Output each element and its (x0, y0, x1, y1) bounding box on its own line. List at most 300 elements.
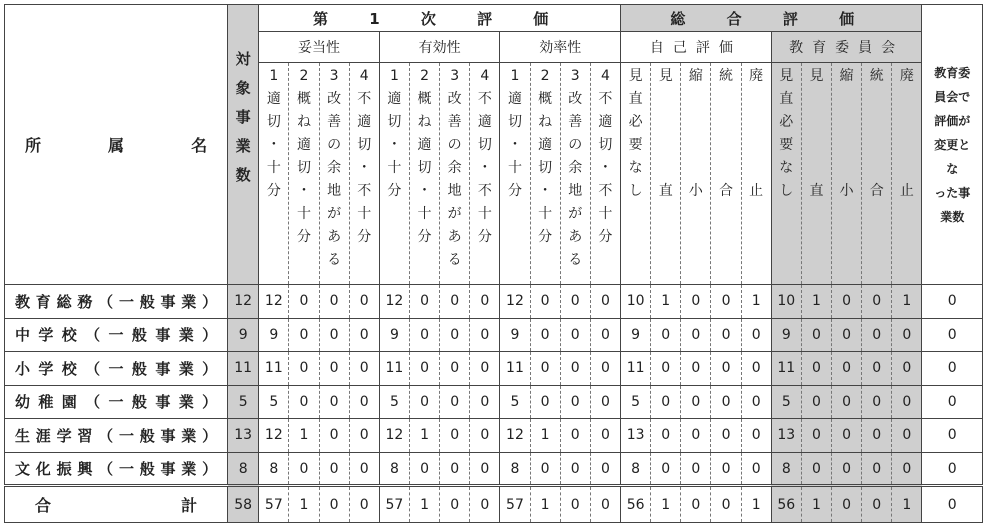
data-cell: 0 (651, 385, 681, 419)
label-char: 合 (719, 183, 734, 199)
rating-col-4 (590, 63, 620, 285)
group-header-0: 妥当性 (259, 32, 380, 63)
label-char: 不 (477, 91, 492, 107)
label-char (681, 134, 710, 157)
label-char: な (779, 160, 794, 176)
label-char: 見 (628, 68, 643, 84)
label-char (892, 134, 921, 157)
label-char: 適 (598, 114, 613, 130)
data-cell: 0 (409, 318, 439, 352)
data-cell: 0 (560, 419, 590, 453)
label-char: 余 (447, 160, 462, 176)
data-cell: 0 (681, 385, 711, 419)
data-cell: 8 (621, 452, 651, 486)
label-char: が (447, 206, 462, 222)
label-char: し (628, 183, 643, 199)
data-cell: 0 (862, 452, 892, 486)
label-char (802, 111, 831, 134)
label-char: 分 (477, 229, 492, 245)
data-cell: 0 (470, 419, 500, 453)
data-cell: 0 (319, 452, 349, 486)
label-char: 4 (480, 68, 490, 84)
data-cell: 12 (379, 419, 409, 453)
label-char: 分 (387, 183, 402, 199)
evaluation-table (4, 4, 983, 523)
label-char: 見 (658, 68, 673, 84)
group-header-2: 効率性 (500, 32, 621, 63)
table-row (5, 419, 983, 453)
data-cell: 0 (440, 385, 470, 419)
data-cell: 12 (500, 285, 530, 319)
data-cell: 0 (590, 419, 620, 453)
label-char: 切 (538, 160, 553, 176)
label-char: 十 (598, 206, 613, 222)
label-char: ね (417, 114, 432, 130)
data-cell: 0 (530, 385, 560, 419)
label-char: 適 (266, 91, 281, 107)
data-cell: 0 (409, 285, 439, 319)
data-cell: 0 (892, 452, 922, 486)
label-char: 1 (269, 68, 279, 84)
data-cell: 0 (349, 285, 379, 319)
data-cell: 0 (741, 385, 771, 419)
label-char: 合 (869, 183, 884, 199)
label-char: 余 (327, 160, 342, 176)
label-char: 小 (688, 183, 703, 199)
label-char: 3 (570, 68, 580, 84)
label-char: 分 (598, 229, 613, 245)
label-char: 切 (387, 114, 402, 130)
count-label-char: 業 (235, 137, 251, 155)
data-cell: 0 (681, 486, 711, 523)
data-cell: 0 (862, 486, 892, 523)
label-char: あ (327, 229, 342, 245)
rating-col-3 (560, 63, 590, 285)
data-cell: 0 (681, 419, 711, 453)
data-cell: 0 (832, 419, 862, 453)
label-char: 分 (296, 229, 311, 245)
label-char: 廃 (749, 68, 764, 84)
label-char (802, 88, 831, 111)
data-cell: 0 (409, 452, 439, 486)
data-cell: 11 (771, 352, 801, 386)
data-cell: 12 (259, 285, 289, 319)
label-char: 概 (296, 91, 311, 107)
label-char: 2 (540, 68, 550, 84)
data-cell: 0 (590, 452, 620, 486)
data-cell: 0 (711, 352, 741, 386)
table-row (5, 352, 983, 386)
data-cell: 0 (801, 318, 831, 352)
data-cell: 0 (319, 285, 349, 319)
label-char (832, 111, 861, 134)
data-cell: 0 (440, 318, 470, 352)
label-char (892, 88, 921, 111)
label-char: 十 (266, 160, 281, 176)
data-cell: 0 (651, 452, 681, 486)
board-decision-col-4 (862, 63, 892, 285)
label-char: 概 (417, 91, 432, 107)
total-row (5, 486, 983, 523)
data-cell: 0 (892, 419, 922, 453)
self-decision-col-1 (621, 63, 651, 285)
data-cell: 1 (892, 486, 922, 523)
data-cell: 0 (892, 385, 922, 419)
label-char: 地 (327, 183, 342, 199)
data-cell: 0 (349, 419, 379, 453)
label-char: 直 (779, 91, 794, 107)
data-cell: 0 (681, 452, 711, 486)
data-cell: 12 (379, 285, 409, 319)
data-cell: 0 (862, 419, 892, 453)
row-count: 13 (228, 419, 259, 453)
label-char (681, 111, 710, 134)
data-cell: 0 (711, 452, 741, 486)
label-char (832, 134, 861, 157)
label-char: の (447, 137, 462, 153)
data-cell: 0 (470, 285, 500, 319)
data-cell: 5 (621, 385, 651, 419)
label-char: 不 (598, 183, 613, 199)
data-cell: 9 (621, 318, 651, 352)
board-decision-col-1 (771, 63, 801, 285)
data-cell: 0 (832, 352, 862, 386)
row-count: 8 (228, 452, 259, 486)
row-name: 生涯学習（一般事業） (5, 419, 228, 453)
data-cell: 0 (470, 385, 500, 419)
data-cell: 0 (862, 318, 892, 352)
label-char: 十 (417, 206, 432, 222)
data-cell: 0 (892, 352, 922, 386)
label-char: が (327, 206, 342, 222)
label-char: 分 (417, 229, 432, 245)
data-cell: 11 (379, 352, 409, 386)
label-char: 止 (899, 183, 914, 199)
changed-count: 0 (922, 352, 983, 386)
label-char: 概 (538, 91, 553, 107)
data-cell: 0 (711, 385, 741, 419)
data-cell: 0 (470, 318, 500, 352)
label-char (862, 111, 891, 134)
label-char: あ (568, 229, 583, 245)
data-cell: 0 (862, 285, 892, 319)
data-cell: 56 (621, 486, 651, 523)
label-char: 廃 (899, 68, 914, 84)
label-char: あ (447, 229, 462, 245)
rating-col-1 (259, 63, 289, 285)
data-cell: 10 (771, 285, 801, 319)
label-char (742, 157, 771, 180)
data-cell: 0 (832, 385, 862, 419)
label-char: 4 (600, 68, 610, 84)
label-char: 必 (779, 114, 794, 130)
rating-col-4 (470, 63, 500, 285)
data-cell: 0 (440, 486, 470, 523)
data-cell: 0 (862, 385, 892, 419)
data-cell: 0 (470, 452, 500, 486)
label-char: 要 (628, 137, 643, 153)
target-count-label (228, 5, 258, 190)
label-char: 4 (359, 68, 369, 84)
data-cell: 1 (741, 285, 771, 319)
data-cell: 9 (379, 318, 409, 352)
label-char: 適 (357, 114, 372, 130)
label-char (892, 157, 921, 180)
label-char: 切 (266, 114, 281, 130)
label-char: ・ (417, 183, 432, 199)
rating-col-3 (440, 63, 470, 285)
row-count: 12 (228, 285, 259, 319)
data-cell: 0 (862, 352, 892, 386)
header-affiliation: 所 属 名 (5, 5, 228, 285)
label-char: る (568, 252, 583, 268)
data-cell: 1 (289, 486, 319, 523)
row-count: 9 (228, 318, 259, 352)
row-count: 11 (228, 352, 259, 386)
label-char (892, 111, 921, 134)
label-char (832, 157, 861, 180)
count-label-char: 数 (235, 166, 251, 184)
label-char: が (568, 206, 583, 222)
label-char: な (628, 160, 643, 176)
data-cell: 1 (409, 486, 439, 523)
label-char: 切 (598, 137, 613, 153)
label-char (802, 134, 831, 157)
data-cell: 9 (771, 318, 801, 352)
data-cell: 0 (590, 352, 620, 386)
label-char: 地 (447, 183, 462, 199)
self-evaluation-header: 自己評価 (621, 32, 772, 63)
label-char (711, 157, 740, 180)
label-char: 分 (266, 183, 281, 199)
changed-count: 0 (922, 452, 983, 486)
data-cell: 0 (590, 486, 620, 523)
table-row (5, 318, 983, 352)
label-char (651, 111, 680, 134)
data-cell: 0 (892, 318, 922, 352)
label-char: 統 (869, 68, 884, 84)
self-decision-col-3 (681, 63, 711, 285)
label-char: 不 (357, 91, 372, 107)
data-cell: 0 (711, 486, 741, 523)
data-cell: 0 (319, 352, 349, 386)
data-cell: 5 (379, 385, 409, 419)
rating-col-2 (530, 63, 560, 285)
label-char: 縮 (839, 68, 854, 84)
rating-col-4 (349, 63, 379, 285)
table-row (5, 385, 983, 419)
label-char: 切 (417, 160, 432, 176)
label-char: 切 (357, 137, 372, 153)
label-char: 3 (329, 68, 339, 84)
label-char: 切 (477, 137, 492, 153)
data-cell: 0 (289, 352, 319, 386)
data-cell: 12 (259, 419, 289, 453)
data-cell: 0 (349, 486, 379, 523)
label-char: 改 (568, 91, 583, 107)
data-cell: 0 (530, 285, 560, 319)
data-cell: 0 (530, 318, 560, 352)
data-cell: 5 (771, 385, 801, 419)
label-char: 適 (538, 137, 553, 153)
data-cell: 1 (801, 486, 831, 523)
row-count: 58 (228, 486, 259, 523)
label-char (711, 111, 740, 134)
rating-col-1 (379, 63, 409, 285)
board-decision-col-3 (832, 63, 862, 285)
data-cell: 8 (500, 452, 530, 486)
data-cell: 0 (741, 452, 771, 486)
self-decision-col-4 (711, 63, 741, 285)
data-cell: 0 (711, 318, 741, 352)
row-name: 教育総務（一般事業） (5, 285, 228, 319)
data-cell: 0 (832, 318, 862, 352)
data-cell: 0 (590, 385, 620, 419)
data-cell: 0 (560, 486, 590, 523)
data-cell: 0 (319, 385, 349, 419)
data-cell: 0 (741, 352, 771, 386)
label-char: 直 (658, 183, 673, 199)
label-char: ・ (387, 137, 402, 153)
data-cell: 13 (621, 419, 651, 453)
count-label-char: 象 (235, 79, 251, 97)
group-header-1: 有効性 (379, 32, 500, 63)
label-char: 十 (477, 206, 492, 222)
label-char: 直 (628, 91, 643, 107)
label-char: 善 (327, 114, 342, 130)
data-cell: 0 (289, 285, 319, 319)
label-char (742, 134, 771, 157)
data-cell: 0 (409, 352, 439, 386)
data-cell: 0 (560, 385, 590, 419)
data-cell: 0 (440, 285, 470, 319)
data-cell: 8 (259, 452, 289, 486)
header-changed-count (922, 5, 983, 285)
label-char: 2 (420, 68, 429, 84)
data-cell: 57 (379, 486, 409, 523)
data-cell: 11 (259, 352, 289, 386)
row-name: 文化振興（一般事業） (5, 452, 228, 486)
data-cell: 0 (349, 318, 379, 352)
label-char: の (568, 137, 583, 153)
label-char: 不 (598, 91, 613, 107)
label-char: る (327, 252, 342, 268)
label-char: の (327, 137, 342, 153)
label-char: 適 (507, 91, 522, 107)
data-cell: 1 (651, 285, 681, 319)
label-char: 不 (477, 183, 492, 199)
label-char: ・ (266, 137, 281, 153)
data-cell: 11 (621, 352, 651, 386)
data-cell: 0 (801, 352, 831, 386)
data-cell: 9 (259, 318, 289, 352)
data-cell: 57 (259, 486, 289, 523)
rating-col-3 (319, 63, 349, 285)
data-cell: 1 (289, 419, 319, 453)
changed-count: 0 (922, 486, 983, 523)
data-cell: 0 (349, 385, 379, 419)
data-cell: 1 (741, 486, 771, 523)
label-char: 十 (507, 160, 522, 176)
data-cell: 0 (289, 452, 319, 486)
label-char: 改 (327, 91, 342, 107)
data-cell: 0 (440, 352, 470, 386)
data-cell: 0 (560, 318, 590, 352)
label-char (681, 157, 710, 180)
header-overall-evaluation: 総 合 評 価 (621, 5, 922, 32)
data-cell: 0 (711, 285, 741, 319)
data-cell: 8 (771, 452, 801, 486)
data-cell: 12 (500, 419, 530, 453)
changed-count: 0 (922, 419, 983, 453)
data-cell: 0 (832, 285, 862, 319)
row-name: 合 計 (5, 486, 228, 523)
label-char: ね (296, 114, 311, 130)
label-char: ・ (598, 160, 613, 176)
data-cell: 0 (651, 352, 681, 386)
label-char: 改 (447, 91, 462, 107)
self-decision-col-5 (741, 63, 771, 285)
label-char: 適 (296, 137, 311, 153)
label-char (711, 88, 740, 111)
data-cell: 0 (801, 385, 831, 419)
data-cell: 0 (349, 352, 379, 386)
data-cell: 0 (319, 486, 349, 523)
label-char (862, 88, 891, 111)
label-char: ・ (357, 160, 372, 176)
data-cell: 57 (500, 486, 530, 523)
data-cell: 0 (530, 352, 560, 386)
data-cell: 1 (892, 285, 922, 319)
changed-count: 0 (922, 385, 983, 419)
label-char (862, 157, 891, 180)
data-cell: 0 (681, 352, 711, 386)
data-cell: 0 (560, 285, 590, 319)
label-char: 分 (357, 229, 372, 245)
data-cell: 0 (530, 452, 560, 486)
label-char: 分 (538, 229, 553, 245)
data-cell: 0 (440, 452, 470, 486)
label-char: 十 (357, 206, 372, 222)
data-cell: 1 (409, 419, 439, 453)
data-cell: 11 (500, 352, 530, 386)
label-char (742, 111, 771, 134)
data-cell: 0 (651, 419, 681, 453)
row-name: 幼稚園（一般事業） (5, 385, 228, 419)
label-char: る (447, 252, 462, 268)
data-cell: 0 (560, 452, 590, 486)
data-cell: 0 (289, 318, 319, 352)
label-char (832, 88, 861, 111)
label-char: 見 (809, 68, 824, 84)
data-cell: 10 (621, 285, 651, 319)
data-cell: 1 (801, 285, 831, 319)
table-row (5, 285, 983, 319)
label-char: 要 (779, 137, 794, 153)
data-cell: 0 (470, 352, 500, 386)
data-cell: 0 (651, 318, 681, 352)
label-char: ・ (477, 160, 492, 176)
label-char (651, 157, 680, 180)
header-target-count (228, 5, 259, 285)
data-cell: 0 (741, 419, 771, 453)
label-char: 1 (510, 68, 520, 84)
board-decision-col-2 (801, 63, 831, 285)
data-cell: 0 (470, 486, 500, 523)
data-cell: 0 (289, 385, 319, 419)
data-cell: 0 (801, 419, 831, 453)
data-cell: 0 (681, 318, 711, 352)
